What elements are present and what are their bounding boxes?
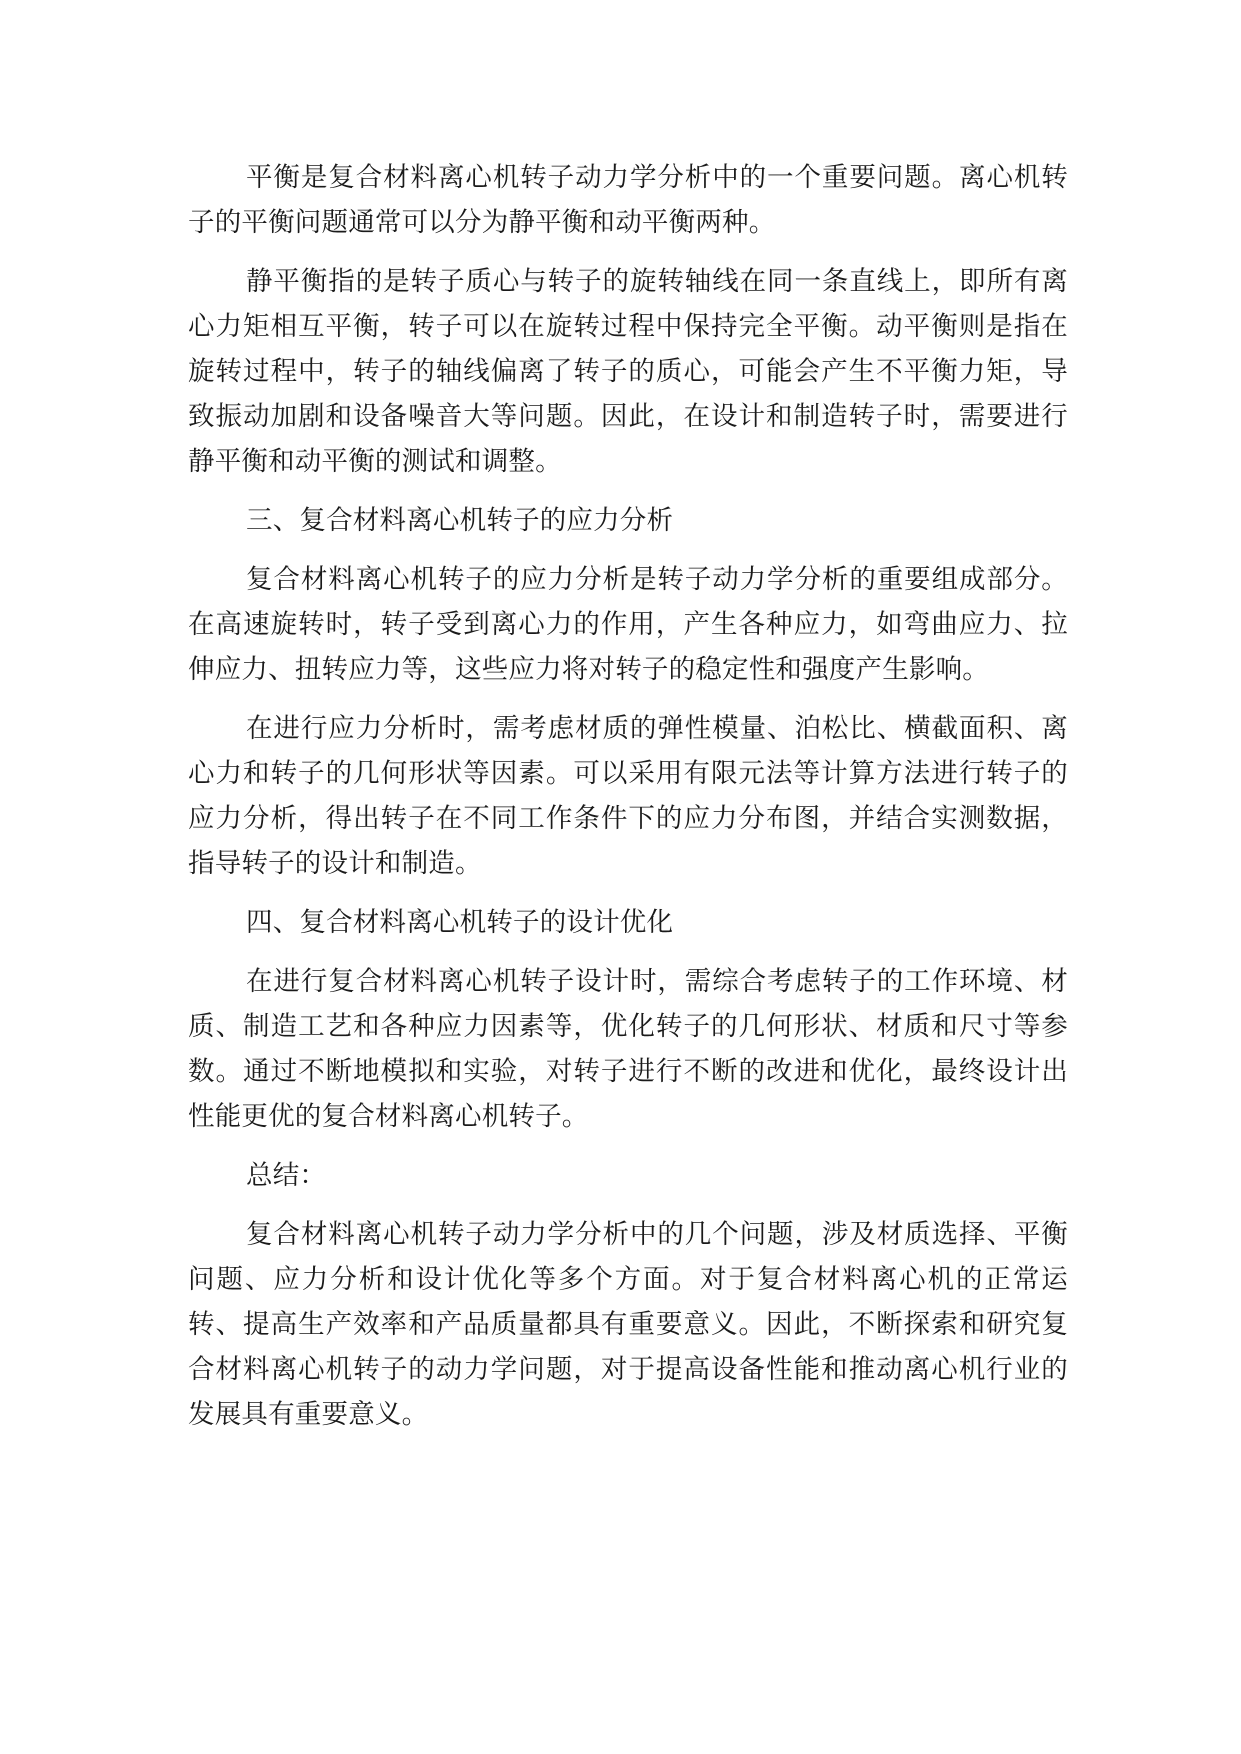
document-body: [188, 155, 1068, 1451]
summary-heading: 总结：: [246, 1160, 327, 1191]
paragraph-design-optimization: 在进行复合材料离心机转子设计时，需综合考虑转子的工作环境、材质、制造工艺和各种应力因素等，优化转子的几何形状、材质和尺寸等参数。通过不断地模拟和实验，对转子进行不断的改进和优化，最终设计出性能更优的复合材料离心机转子。: [188, 966, 1068, 1132]
paragraph-static-dynamic-balance: 静平衡指的是转子质心与转子的旋转轴线在同一条直线上，即所有离心力矩相互平衡，转子可以在旋转过程中保持完全平衡。动平衡则是指在旋转过程中，转子的轴线偏离了转子的质心，可能会产生不平衡力矩，导致振动加剧和设备噪音大等问题。因此，在设计和制造转子时，需要进行静平衡和动平衡的测试和调整。: [188, 266, 1068, 477]
paragraph-balance-intro: 平衡是复合材料离心机转子动力学分析中的一个重要问题。离心机转子的平衡问题通常可以分为静平衡和动平衡两种。: [188, 162, 1068, 238]
section-heading-stress-analysis: 三、复合材料离心机转子的应力分析: [246, 505, 674, 536]
paragraph-stress-method: 在进行应力分析时，需考虑材质的弹性模量、泊松比、横截面积、离心力和转子的几何形状等因素。可以采用有限元法等计算方法进行转子的应力分析，得出转子在不同工作条件下的应力分布图，并结合实测数据，指导转子的设计和制造。: [188, 713, 1068, 879]
section-heading-design-optimization: 四、复合材料离心机转子的设计优化: [246, 907, 674, 938]
paragraph-stress-analysis: 复合材料离心机转子的应力分析是转子动力学分析的重要组成部分。在高速旋转时，转子受到离心力的作用，产生各种应力，如弯曲应力、拉伸应力、扭转应力等，这些应力将对转子的稳定性和强度产生影响。: [188, 564, 1068, 685]
paragraph-summary: 复合材料离心机转子动力学分析中的几个问题，涉及材质选择、平衡问题、应力分析和设计优化等多个方面。对于复合材料离心机的正常运转、提高生产效率和产品质量都具有重要意义。因此，不断探索和研究复合材料离心机转子的动力学问题，对于提高设备性能和推动离心机行业的发展具有重要意义。: [188, 1219, 1068, 1430]
